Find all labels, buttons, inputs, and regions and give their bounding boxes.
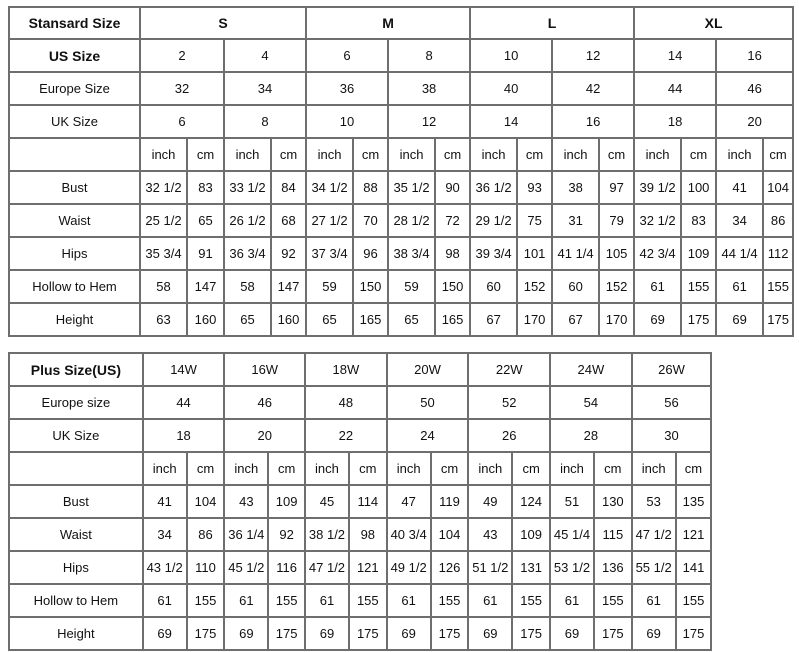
measurement-value: 36 1/4 (224, 518, 268, 551)
table-row (9, 551, 790, 584)
measurement-value: 47 1/2 (305, 551, 349, 584)
unit-inch-header: inch (468, 452, 512, 485)
measurement-value: 83 (187, 171, 224, 204)
unit-cm-header: cm (271, 138, 306, 171)
eu-size-value: 42 (552, 72, 634, 105)
measurement-value: 34 (716, 204, 763, 237)
plus-uk-size-value: 30 (632, 419, 712, 452)
measurement-label: Hips (9, 551, 143, 584)
uk-size-value: 8 (224, 105, 306, 138)
measurement-value: 155 (763, 270, 793, 303)
table-row (9, 270, 793, 303)
plus-uk-size-value: 22 (305, 419, 387, 452)
measurement-value: 69 (387, 617, 431, 650)
measurement-value: 47 (387, 485, 431, 518)
measurement-value: 27 1/2 (306, 204, 353, 237)
eu-size-value: 34 (224, 72, 306, 105)
measurement-value: 130 (594, 485, 632, 518)
unit-inch-header: inch (470, 138, 517, 171)
measurement-value: 104 (431, 518, 469, 551)
measurement-value: 70 (353, 204, 388, 237)
measurement-value: 61 (468, 584, 512, 617)
measurement-value: 175 (349, 617, 387, 650)
unit-inch-header: inch (550, 452, 594, 485)
measurement-value: 33 1/2 (224, 171, 271, 204)
measurement-value: 92 (271, 237, 306, 270)
measurement-value: 175 (431, 617, 469, 650)
uk-size-value: 20 (716, 105, 793, 138)
blank-area (711, 551, 790, 584)
measurement-value: 45 1/4 (550, 518, 594, 551)
measurement-value: 69 (305, 617, 349, 650)
measurement-value: 59 (388, 270, 435, 303)
table-row (9, 485, 790, 518)
us-size-value: 16 (716, 39, 793, 72)
us-size-value: 4 (224, 39, 306, 72)
measurement-value: 25 1/2 (140, 204, 187, 237)
plus-eu-size-value: 44 (143, 386, 225, 419)
us-size-value: 2 (140, 39, 224, 72)
measurement-value: 42 3/4 (634, 237, 681, 270)
measurement-value: 175 (268, 617, 305, 650)
measurement-value: 69 (550, 617, 594, 650)
uk-size-value: 6 (140, 105, 224, 138)
measurement-value: 155 (681, 270, 716, 303)
measurement-value: 83 (681, 204, 716, 237)
measurement-value: 41 (143, 485, 187, 518)
table-row (9, 518, 790, 551)
unit-inch-header: inch (143, 452, 187, 485)
measurement-value: 67 (552, 303, 599, 336)
plus-eu-size-label: Europe size (9, 386, 143, 419)
unit-cm-header: cm (594, 452, 632, 485)
measurement-value: 155 (187, 584, 225, 617)
unit-cm-header: cm (681, 138, 716, 171)
measurement-value: 175 (594, 617, 632, 650)
measurement-label: Hollow to Hem (9, 270, 140, 303)
measurement-value: 175 (187, 617, 225, 650)
measurement-value: 126 (431, 551, 469, 584)
plus-size-value: 20W (387, 353, 469, 386)
blank-area (711, 617, 790, 650)
measurement-value: 32 1/2 (634, 204, 681, 237)
measurement-value: 43 (224, 485, 268, 518)
measurement-value: 61 (305, 584, 349, 617)
standard-size-chart (8, 6, 794, 337)
measurement-value: 105 (599, 237, 634, 270)
measurement-value: 69 (716, 303, 763, 336)
measurement-value: 155 (594, 584, 632, 617)
measurement-value: 114 (349, 485, 387, 518)
measurement-value: 65 (388, 303, 435, 336)
eu-size-value: 40 (470, 72, 552, 105)
measurement-value: 155 (349, 584, 387, 617)
measurement-value: 43 (468, 518, 512, 551)
unit-cm-header: cm (268, 452, 305, 485)
measurement-value: 41 (716, 171, 763, 204)
measurement-value: 38 1/2 (305, 518, 349, 551)
measurement-value: 91 (187, 237, 224, 270)
measurement-value: 59 (306, 270, 353, 303)
uk-size-value: 14 (470, 105, 552, 138)
table-row (9, 353, 790, 386)
unit-cm-header: cm (187, 452, 225, 485)
measurement-value: 61 (634, 270, 681, 303)
us-size-value: 6 (306, 39, 388, 72)
measurement-value: 55 1/2 (632, 551, 676, 584)
measurement-value: 29 1/2 (470, 204, 517, 237)
measurement-value: 45 1/2 (224, 551, 268, 584)
measurement-value: 65 (187, 204, 224, 237)
measurement-value: 38 (552, 171, 599, 204)
measurement-value: 109 (681, 237, 716, 270)
measurement-value: 51 (550, 485, 594, 518)
measurement-value: 47 1/2 (632, 518, 676, 551)
measurement-value: 43 1/2 (143, 551, 187, 584)
measurement-value: 155 (512, 584, 550, 617)
blank-area (711, 485, 790, 518)
measurement-value: 65 (224, 303, 271, 336)
measurement-value: 53 (632, 485, 676, 518)
plus-uk-size-value: 28 (550, 419, 632, 452)
measurement-value: 49 1/2 (387, 551, 431, 584)
measurement-value: 136 (594, 551, 632, 584)
measurement-value: 61 (716, 270, 763, 303)
us-size-value: 12 (552, 39, 634, 72)
unit-cm-header: cm (431, 452, 469, 485)
measurement-value: 110 (187, 551, 225, 584)
measurement-label: Height (9, 617, 143, 650)
eu-size-label: Europe Size (9, 72, 140, 105)
plus-size-value: 14W (143, 353, 225, 386)
unit-inch-header: inch (387, 452, 431, 485)
eu-size-value: 32 (140, 72, 224, 105)
table-row (9, 419, 790, 452)
measurement-value: 124 (512, 485, 550, 518)
measurement-value: 36 1/2 (470, 171, 517, 204)
measurement-value: 69 (143, 617, 187, 650)
size-group-label: M (306, 7, 470, 39)
unit-cm-header: cm (763, 138, 793, 171)
blank-area (711, 353, 790, 386)
measurement-value: 90 (435, 171, 470, 204)
table-row (9, 138, 793, 171)
measurement-value: 165 (353, 303, 388, 336)
table-row (9, 386, 790, 419)
empty-cell (9, 452, 143, 485)
measurement-value: 170 (517, 303, 552, 336)
measurement-value: 100 (681, 171, 716, 204)
table-row (9, 452, 790, 485)
measurement-value: 109 (512, 518, 550, 551)
plus-eu-size-value: 54 (550, 386, 632, 419)
measurement-label: Bust (9, 171, 140, 204)
unit-inch-header: inch (388, 138, 435, 171)
plus-uk-size-value: 26 (468, 419, 550, 452)
measurement-value: 165 (435, 303, 470, 336)
measurement-label: Height (9, 303, 140, 336)
unit-cm-header: cm (435, 138, 470, 171)
size-group-label: XL (634, 7, 793, 39)
plus-uk-size-label: UK Size (9, 419, 143, 452)
measurement-value: 58 (140, 270, 187, 303)
unit-cm-header: cm (353, 138, 388, 171)
measurement-value: 44 1/4 (716, 237, 763, 270)
measurement-value: 58 (224, 270, 271, 303)
plus-size-value: 24W (550, 353, 632, 386)
measurement-value: 98 (435, 237, 470, 270)
measurement-label: Hollow to Hem (9, 584, 143, 617)
measurement-value: 69 (224, 617, 268, 650)
measurement-value: 61 (550, 584, 594, 617)
measurement-value: 75 (517, 204, 552, 237)
table-row (9, 303, 793, 336)
measurement-value: 60 (470, 270, 517, 303)
measurement-value: 101 (517, 237, 552, 270)
measurement-value: 35 1/2 (388, 171, 435, 204)
unit-cm-header: cm (599, 138, 634, 171)
unit-inch-header: inch (305, 452, 349, 485)
us-size-label: US Size (9, 39, 140, 72)
measurement-value: 152 (517, 270, 552, 303)
plus-eu-size-value: 50 (387, 386, 469, 419)
measurement-label: Bust (9, 485, 143, 518)
table-row (9, 39, 793, 72)
uk-size-value: 10 (306, 105, 388, 138)
measurement-value: 40 3/4 (387, 518, 431, 551)
measurement-value: 155 (431, 584, 469, 617)
plus-eu-size-value: 48 (305, 386, 387, 419)
table-row (9, 584, 790, 617)
size-group-label: S (140, 7, 306, 39)
measurement-label: Hips (9, 237, 140, 270)
measurement-value: 160 (187, 303, 224, 336)
measurement-value: 34 1/2 (306, 171, 353, 204)
measurement-value: 37 3/4 (306, 237, 353, 270)
measurement-value: 72 (435, 204, 470, 237)
measurement-value: 175 (512, 617, 550, 650)
unit-inch-header: inch (140, 138, 187, 171)
measurement-value: 152 (599, 270, 634, 303)
measurement-value: 170 (599, 303, 634, 336)
uk-size-value: 18 (634, 105, 716, 138)
measurement-value: 175 (763, 303, 793, 336)
measurement-value: 26 1/2 (224, 204, 271, 237)
table-row (9, 7, 793, 39)
measurement-value: 53 1/2 (550, 551, 594, 584)
blank-area (711, 452, 790, 485)
plus-size-chart (8, 352, 790, 651)
measurement-value: 121 (676, 518, 712, 551)
unit-inch-header: inch (224, 138, 271, 171)
unit-cm-header: cm (512, 452, 550, 485)
blank-area (711, 386, 790, 419)
measurement-value: 104 (187, 485, 225, 518)
measurement-value: 135 (676, 485, 712, 518)
unit-cm-header: cm (517, 138, 552, 171)
measurement-value: 32 1/2 (140, 171, 187, 204)
measurement-value: 115 (594, 518, 632, 551)
measurement-value: 35 3/4 (140, 237, 187, 270)
measurement-value: 98 (349, 518, 387, 551)
measurement-value: 147 (187, 270, 224, 303)
measurement-value: 67 (470, 303, 517, 336)
measurement-value: 150 (353, 270, 388, 303)
measurement-value: 84 (271, 171, 306, 204)
measurement-value: 38 3/4 (388, 237, 435, 270)
measurement-value: 141 (676, 551, 712, 584)
measurement-value: 97 (599, 171, 634, 204)
plus-size-value: 18W (305, 353, 387, 386)
measurement-value: 61 (632, 584, 676, 617)
measurement-value: 61 (387, 584, 431, 617)
measurement-value: 112 (763, 237, 793, 270)
measurement-value: 63 (140, 303, 187, 336)
plus-uk-size-value: 24 (387, 419, 469, 452)
us-size-value: 10 (470, 39, 552, 72)
measurement-value: 93 (517, 171, 552, 204)
plus-size-header: Plus Size(US) (9, 353, 143, 386)
standard-size-header: Stansard Size (9, 7, 140, 39)
plus-size-value: 22W (468, 353, 550, 386)
unit-inch-header: inch (224, 452, 268, 485)
uk-size-value: 16 (552, 105, 634, 138)
measurement-value: 51 1/2 (468, 551, 512, 584)
measurement-value: 69 (634, 303, 681, 336)
plus-eu-size-value: 46 (224, 386, 305, 419)
measurement-value: 45 (305, 485, 349, 518)
measurement-value: 61 (224, 584, 268, 617)
measurement-value: 61 (143, 584, 187, 617)
measurement-value: 49 (468, 485, 512, 518)
blank-area (711, 419, 790, 452)
uk-size-label: UK Size (9, 105, 140, 138)
measurement-value: 41 1/4 (552, 237, 599, 270)
measurement-value: 155 (676, 584, 712, 617)
table-row (9, 237, 793, 270)
measurement-value: 69 (632, 617, 676, 650)
plus-eu-size-value: 52 (468, 386, 550, 419)
table-row (9, 105, 793, 138)
unit-inch-header: inch (306, 138, 353, 171)
unit-inch-header: inch (716, 138, 763, 171)
empty-cell (9, 138, 140, 171)
measurement-value: 109 (268, 485, 305, 518)
measurement-value: 175 (676, 617, 712, 650)
us-size-value: 14 (634, 39, 716, 72)
plus-size-value: 26W (632, 353, 712, 386)
table-row (9, 204, 793, 237)
measurement-value: 131 (512, 551, 550, 584)
uk-size-value: 12 (388, 105, 470, 138)
measurement-value: 160 (271, 303, 306, 336)
measurement-value: 150 (435, 270, 470, 303)
measurement-label: Waist (9, 518, 143, 551)
unit-inch-header: inch (634, 138, 681, 171)
measurement-value: 31 (552, 204, 599, 237)
table-row (9, 171, 793, 204)
unit-inch-header: inch (552, 138, 599, 171)
measurement-value: 69 (468, 617, 512, 650)
measurement-value: 155 (268, 584, 305, 617)
measurement-value: 28 1/2 (388, 204, 435, 237)
measurement-value: 175 (681, 303, 716, 336)
unit-cm-header: cm (349, 452, 387, 485)
plus-size-value: 16W (224, 353, 305, 386)
plus-uk-size-value: 18 (143, 419, 225, 452)
size-group-label: L (470, 7, 634, 39)
us-size-value: 8 (388, 39, 470, 72)
measurement-value: 119 (431, 485, 469, 518)
unit-cm-header: cm (187, 138, 224, 171)
measurement-value: 86 (187, 518, 225, 551)
measurement-value: 60 (552, 270, 599, 303)
eu-size-value: 46 (716, 72, 793, 105)
unit-cm-header: cm (676, 452, 712, 485)
measurement-value: 86 (763, 204, 793, 237)
measurement-value: 92 (268, 518, 305, 551)
plus-eu-size-value: 56 (632, 386, 712, 419)
table-row (9, 72, 793, 105)
eu-size-value: 38 (388, 72, 470, 105)
measurement-value: 147 (271, 270, 306, 303)
measurement-value: 68 (271, 204, 306, 237)
table-row (9, 617, 790, 650)
blank-area (711, 584, 790, 617)
measurement-value: 39 1/2 (634, 171, 681, 204)
plus-uk-size-value: 20 (224, 419, 305, 452)
measurement-value: 36 3/4 (224, 237, 271, 270)
measurement-value: 96 (353, 237, 388, 270)
measurement-value: 104 (763, 171, 793, 204)
eu-size-value: 36 (306, 72, 388, 105)
measurement-value: 121 (349, 551, 387, 584)
measurement-value: 39 3/4 (470, 237, 517, 270)
measurement-value: 116 (268, 551, 305, 584)
measurement-value: 88 (353, 171, 388, 204)
measurement-value: 65 (306, 303, 353, 336)
blank-area (711, 518, 790, 551)
eu-size-value: 44 (634, 72, 716, 105)
measurement-value: 79 (599, 204, 634, 237)
unit-inch-header: inch (632, 452, 676, 485)
measurement-label: Waist (9, 204, 140, 237)
measurement-value: 34 (143, 518, 187, 551)
